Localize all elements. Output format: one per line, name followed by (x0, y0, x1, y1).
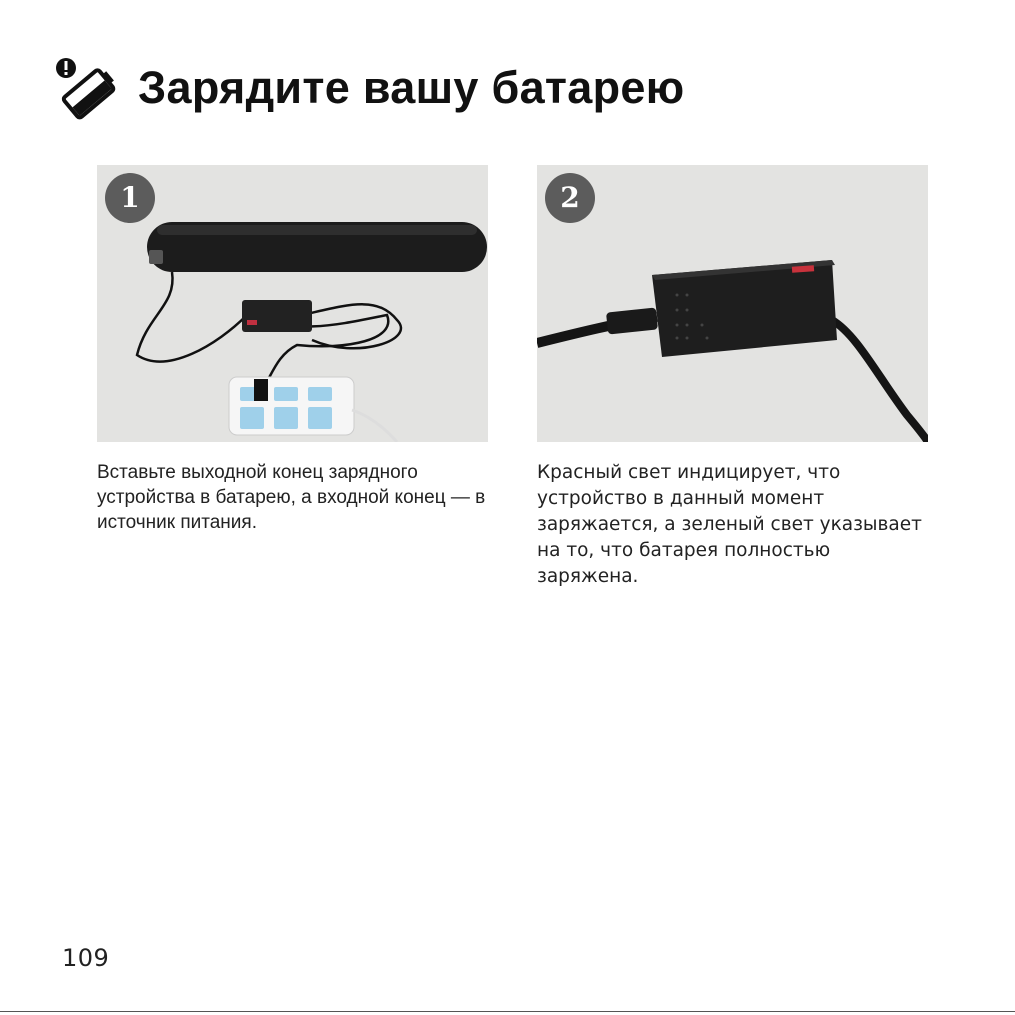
step-2-caption: Красный свет индицирует, что устройство в данный момент заряжается, а зеленый свет указывает на то, что батарея полностью заряжена. (537, 462, 922, 587)
bottom-divider (0, 1011, 1015, 1012)
step-1-photo (97, 165, 488, 442)
section-header (52, 50, 124, 130)
step-1-caption: Вставьте выходной конец зарядного устройства в батарею, а входной конец — в источник питания. (97, 462, 486, 533)
step-number-badge: 2 (545, 173, 595, 223)
page-title: Зарядите вашу батарею (138, 62, 685, 113)
battery-charge-icon (52, 54, 124, 126)
step-2-photo (537, 165, 928, 442)
page-number: 109 (62, 944, 110, 972)
battery-charger-powerstrip-photo (97, 165, 488, 442)
charger-closeup-photo (537, 165, 928, 442)
step-number-badge: 1 (105, 173, 155, 223)
